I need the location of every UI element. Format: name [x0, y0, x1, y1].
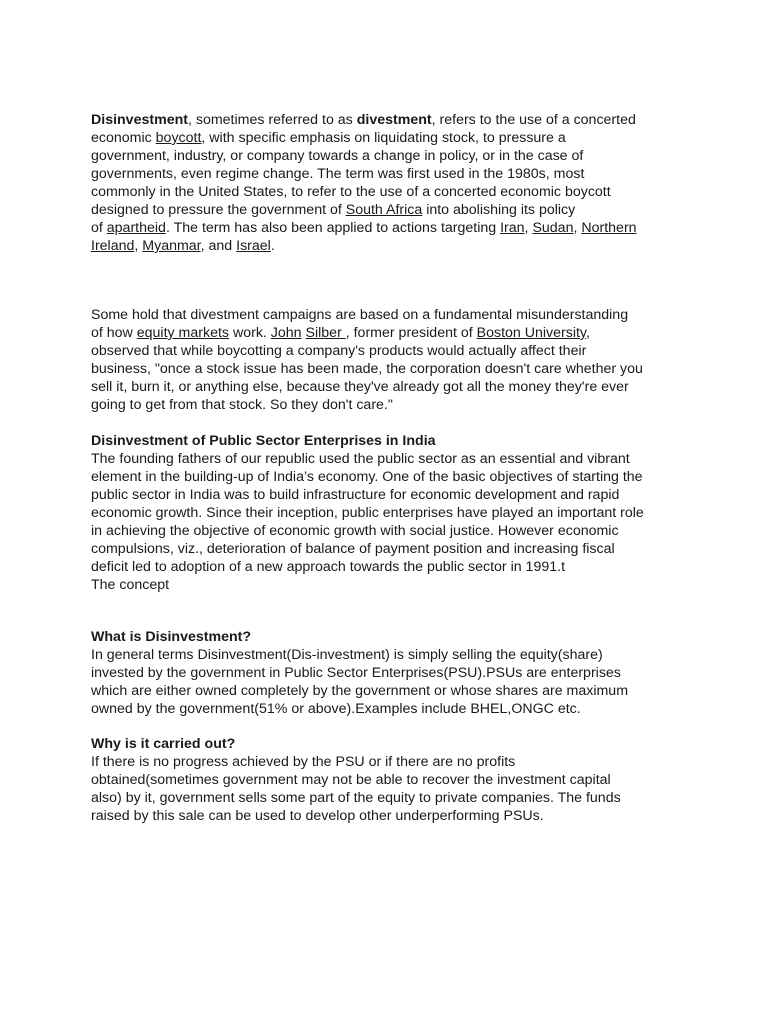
link-israel[interactable]: Israel: [236, 238, 271, 254]
link-northern-ireland-part1[interactable]: Northern: [581, 220, 637, 236]
psu-line: public sector in India was to build infrastructure for economic development and rapid: [91, 487, 620, 503]
what-line: which are either owned completely by the government or whose shares are maximum: [91, 683, 629, 699]
what-line: In general terms Disinvestment(Dis-investment) is simply selling the equity(share): [91, 647, 603, 663]
criticism-line-6: going to get from that stock. So they don't care.": [91, 397, 393, 413]
intro-line-8: Ireland, Myanmar, and Israel.: [91, 238, 275, 254]
psu-line: in achieving the objective of economic growth with social justice. However economic: [91, 523, 619, 539]
link-boston-university[interactable]: Boston University: [476, 325, 586, 341]
link-iran[interactable]: Iran: [500, 220, 525, 236]
psu-line: compulsions, viz., deterioration of balance of payment position and increasing fiscal: [91, 541, 615, 557]
criticism-line-4: business, "once a stock issue has been made, the corporation doesn't care whether you: [91, 361, 643, 377]
intro-line-4: governments, even regime change. The term was first used in the 1980s, most: [91, 166, 585, 182]
why-section-paragraph: [91, 753, 691, 825]
why-line: obtained(sometimes government may not be able to recover the investment capital: [91, 772, 611, 788]
intro-line-6: designed to pressure the government of South Africa into abolishing its policy: [91, 202, 576, 218]
intro-line-7: of apartheid. The term has also been applied to actions targeting Iran, Sudan, Northern: [91, 220, 637, 236]
link-northern-ireland-part2[interactable]: Ireland: [91, 238, 135, 254]
psu-line: deficit led to adoption of a new approach towards the public sector in 1991.t: [91, 559, 566, 575]
link-boycott[interactable]: boycott: [155, 130, 202, 146]
psu-line: element in the building-up of India’s economy. One of the basic objectives of starting the: [91, 469, 643, 485]
link-south-africa[interactable]: South Africa: [345, 202, 423, 218]
link-silber[interactable]: Silber: [305, 325, 346, 341]
why-line: If there is no progress achieved by the PSU or if there are no profits: [91, 754, 516, 770]
intro-line-2: economic boycott, with specific emphasis on liquidating stock, to pressure a: [91, 130, 566, 146]
link-apartheid[interactable]: apartheid: [106, 220, 166, 236]
what-section-heading: What is Disinvestment?: [91, 629, 252, 645]
psu-section-heading: Disinvestment of Public Sector Enterprises in India: [91, 433, 436, 449]
link-myanmar[interactable]: Myanmar: [142, 238, 201, 254]
criticism-line-3: observed that while boycotting a company's products would actually affect their: [91, 343, 587, 359]
psu-line: The founding fathers of our republic used the public sector as an essential and vibrant: [91, 451, 630, 467]
term-divestment: divestment: [356, 112, 432, 128]
intro-line-1: Disinvestment, sometimes referred to as divestment, refers to the use of a concerted: [91, 112, 636, 128]
why-section-heading: Why is it carried out?: [91, 736, 236, 752]
criticism-line-1: Some hold that divestment campaigns are based on a fundamental misunderstanding: [91, 307, 629, 323]
psu-section-paragraph: [91, 450, 691, 594]
psu-line: economic growth. Since their inception, public enterprises have played an important role: [91, 505, 644, 521]
term-disinvestment: Disinvestment: [91, 112, 188, 128]
criticism-line-2: of how equity markets work. John Silber , former president of Boston University,: [91, 325, 590, 341]
why-line: raised by this sale can be used to develop other underperforming PSUs.: [91, 808, 544, 824]
what-line: invested by the government in Public Sector Enterprises(PSU).PSUs are enterprises: [91, 665, 621, 681]
criticism-paragraph: [91, 306, 691, 414]
link-john[interactable]: John: [270, 325, 302, 341]
what-line: owned by the government(51% or above).Examples include BHEL,ONGC etc.: [91, 701, 581, 717]
intro-paragraph: [91, 111, 691, 255]
psu-line: The concept: [91, 577, 170, 593]
intro-line-3: government, industry, or company towards a change in policy, or in the case of: [91, 148, 584, 164]
why-line: also) by it, government sells some part of the equity to private companies. The funds: [91, 790, 621, 806]
intro-line-5: commonly in the United States, to refer to the use of a concerted economic boycott: [91, 184, 611, 200]
link-equity-markets[interactable]: equity markets: [136, 325, 230, 341]
criticism-line-5: sell it, burn it, or anything else, because they've already got all the money they're ever: [91, 379, 629, 395]
what-section-paragraph: [91, 646, 691, 718]
link-sudan[interactable]: Sudan: [532, 220, 574, 236]
